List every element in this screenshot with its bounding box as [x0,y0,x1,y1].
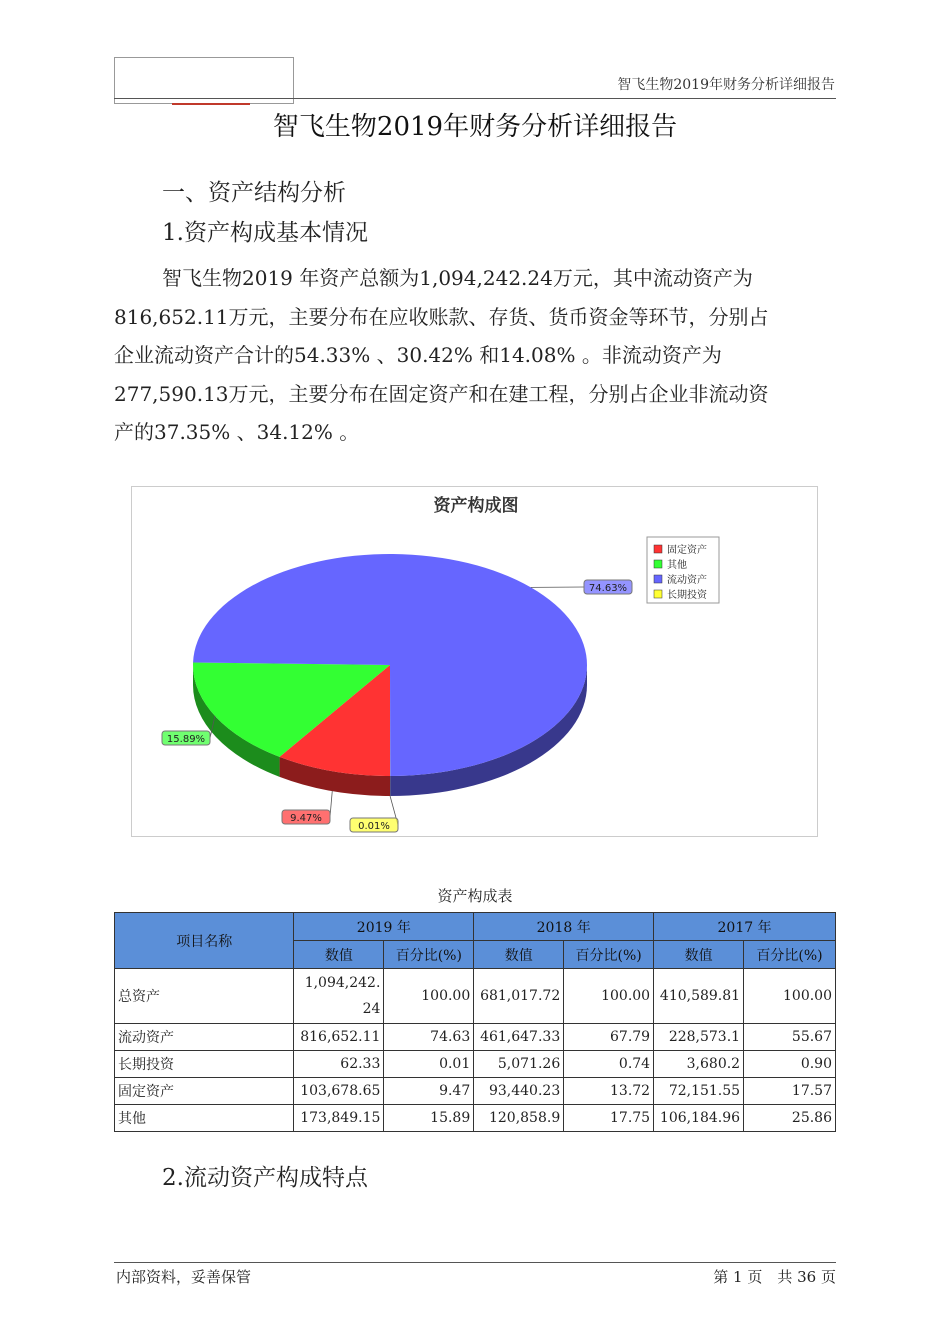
header-year-2019: 2019 年 [294,913,474,941]
header-item-name: 项目名称 [115,913,294,969]
row-name: 流动资产 [115,1024,294,1051]
cell-pct-2019: 15.89 [384,1105,474,1132]
cell-value-2019: 816,652.11 [294,1024,384,1051]
header-value: 数值 [474,941,564,969]
table-caption: 资产构成表 [437,887,513,905]
cell-value-2019: 62.33 [294,1051,384,1078]
cell-value-2018: 461,647.33 [474,1024,564,1051]
table-row [115,969,836,1024]
cell-value-2019: 173,849.15 [294,1105,384,1132]
row-name: 固定资产 [115,1078,294,1105]
cell-value-2017: 228,573.1 [654,1024,744,1051]
table-row [115,1051,836,1078]
legend-label: 其他 [667,560,687,571]
row-name: 长期投资 [115,1051,294,1078]
table-row [115,1024,836,1051]
summary-paragraph [114,259,838,452]
logo-underline [172,103,250,105]
row-name: 其他 [115,1105,294,1132]
slice-label: 15.89% [166,734,206,745]
legend-label: 流动资产 [667,575,707,586]
paragraph-line: 产的37.35% 、34.12% 。 [114,420,360,444]
cell-pct-2017: 55.67 [744,1024,836,1051]
legend-label: 固定资产 [667,545,707,556]
pie-chart [131,486,818,837]
slice-label: 74.63% [588,583,628,594]
cell-value-2017: 106,184.96 [654,1105,744,1132]
paragraph-line: 智飞生物2019 年资产总额为1,094,242.24万元，其中流动资产为 [162,266,753,290]
header-percent: 百分比(%) [384,941,474,969]
cell-pct-2017: 0.90 [744,1051,836,1078]
cell-value-2017: 72,151.55 [654,1078,744,1105]
cell-value-2017: 410,589.81 [654,969,744,1024]
legend-swatch [654,545,662,553]
logo-box [114,57,294,104]
cell-pct-2017: 25.86 [744,1105,836,1132]
footer-rule [114,1262,836,1263]
header-year-2018: 2018 年 [474,913,654,941]
header-percent: 百分比(%) [744,941,836,969]
cell-pct-2019: 74.63 [384,1024,474,1051]
cell-pct-2018: 17.75 [564,1105,654,1132]
cell-pct-2019: 0.01 [384,1051,474,1078]
paragraph-line: 277,590.13万元，主要分布在固定资产和在建工程，分别占企业非流动资 [114,381,769,406]
table-row [115,1105,836,1132]
subsection-heading-1: 1.资产构成基本情况 [162,220,368,246]
header-rule [114,98,836,99]
cell-value-2018: 120,858.9 [474,1105,564,1132]
header-value: 数值 [294,941,384,969]
cell-value-2019: 103,678.65 [294,1078,384,1105]
cell-pct-2017: 100.00 [744,969,836,1024]
cell-pct-2017: 17.57 [744,1078,836,1105]
slice-label: 0.01% [358,821,390,832]
legend-swatch [654,575,662,583]
asset-table [114,912,836,1132]
cell-pct-2018: 13.72 [564,1078,654,1105]
pie-layer [193,554,587,796]
cell-value-2019: 1,094,242.24 [294,969,384,1024]
pie-chart-svg [132,487,819,838]
slice-label: 9.47% [290,813,322,824]
page-title: 智飞生物2019年财务分析详细报告 [272,112,678,142]
header-value: 数值 [654,941,744,969]
cell-value-2018: 93,440.23 [474,1078,564,1105]
paragraph-line: 816,652.11万元，主要分布在应收账款、存货、货币资金等环节，分别占 [114,304,769,329]
cell-pct-2019: 100.00 [384,969,474,1024]
cell-pct-2019: 9.47 [384,1078,474,1105]
footer-page-number: 第 1 页 共 36 页 [713,1268,836,1286]
chart-title: 资产构成图 [433,496,519,516]
section-heading: 一、资产结构分析 [162,180,346,206]
cell-pct-2018: 67.79 [564,1024,654,1051]
legend-swatch [654,590,662,598]
header-percent: 百分比(%) [564,941,654,969]
cell-pct-2018: 100.00 [564,969,654,1024]
subsection-heading-2: 2.流动资产构成特点 [162,1165,368,1191]
paragraph-line: 企业流动资产合计的54.33% 、30.42% 和14.08% 。非流动资产为 [114,343,722,367]
cell-pct-2018: 0.74 [564,1051,654,1078]
cell-value-2018: 681,017.72 [474,969,564,1024]
running-header: 智飞生物2019年财务分析详细报告 [617,77,835,93]
footer-confidential: 内部资料，妥善保管 [116,1268,252,1286]
cell-value-2017: 3,680.2 [654,1051,744,1078]
legend-swatch [654,560,662,568]
cell-value-2018: 5,071.26 [474,1051,564,1078]
header-year-2017: 2017 年 [654,913,836,941]
table-row [115,1078,836,1105]
row-name: 总资产 [115,969,294,1024]
chart-legend [647,537,719,603]
legend-label: 长期投资 [667,590,707,601]
